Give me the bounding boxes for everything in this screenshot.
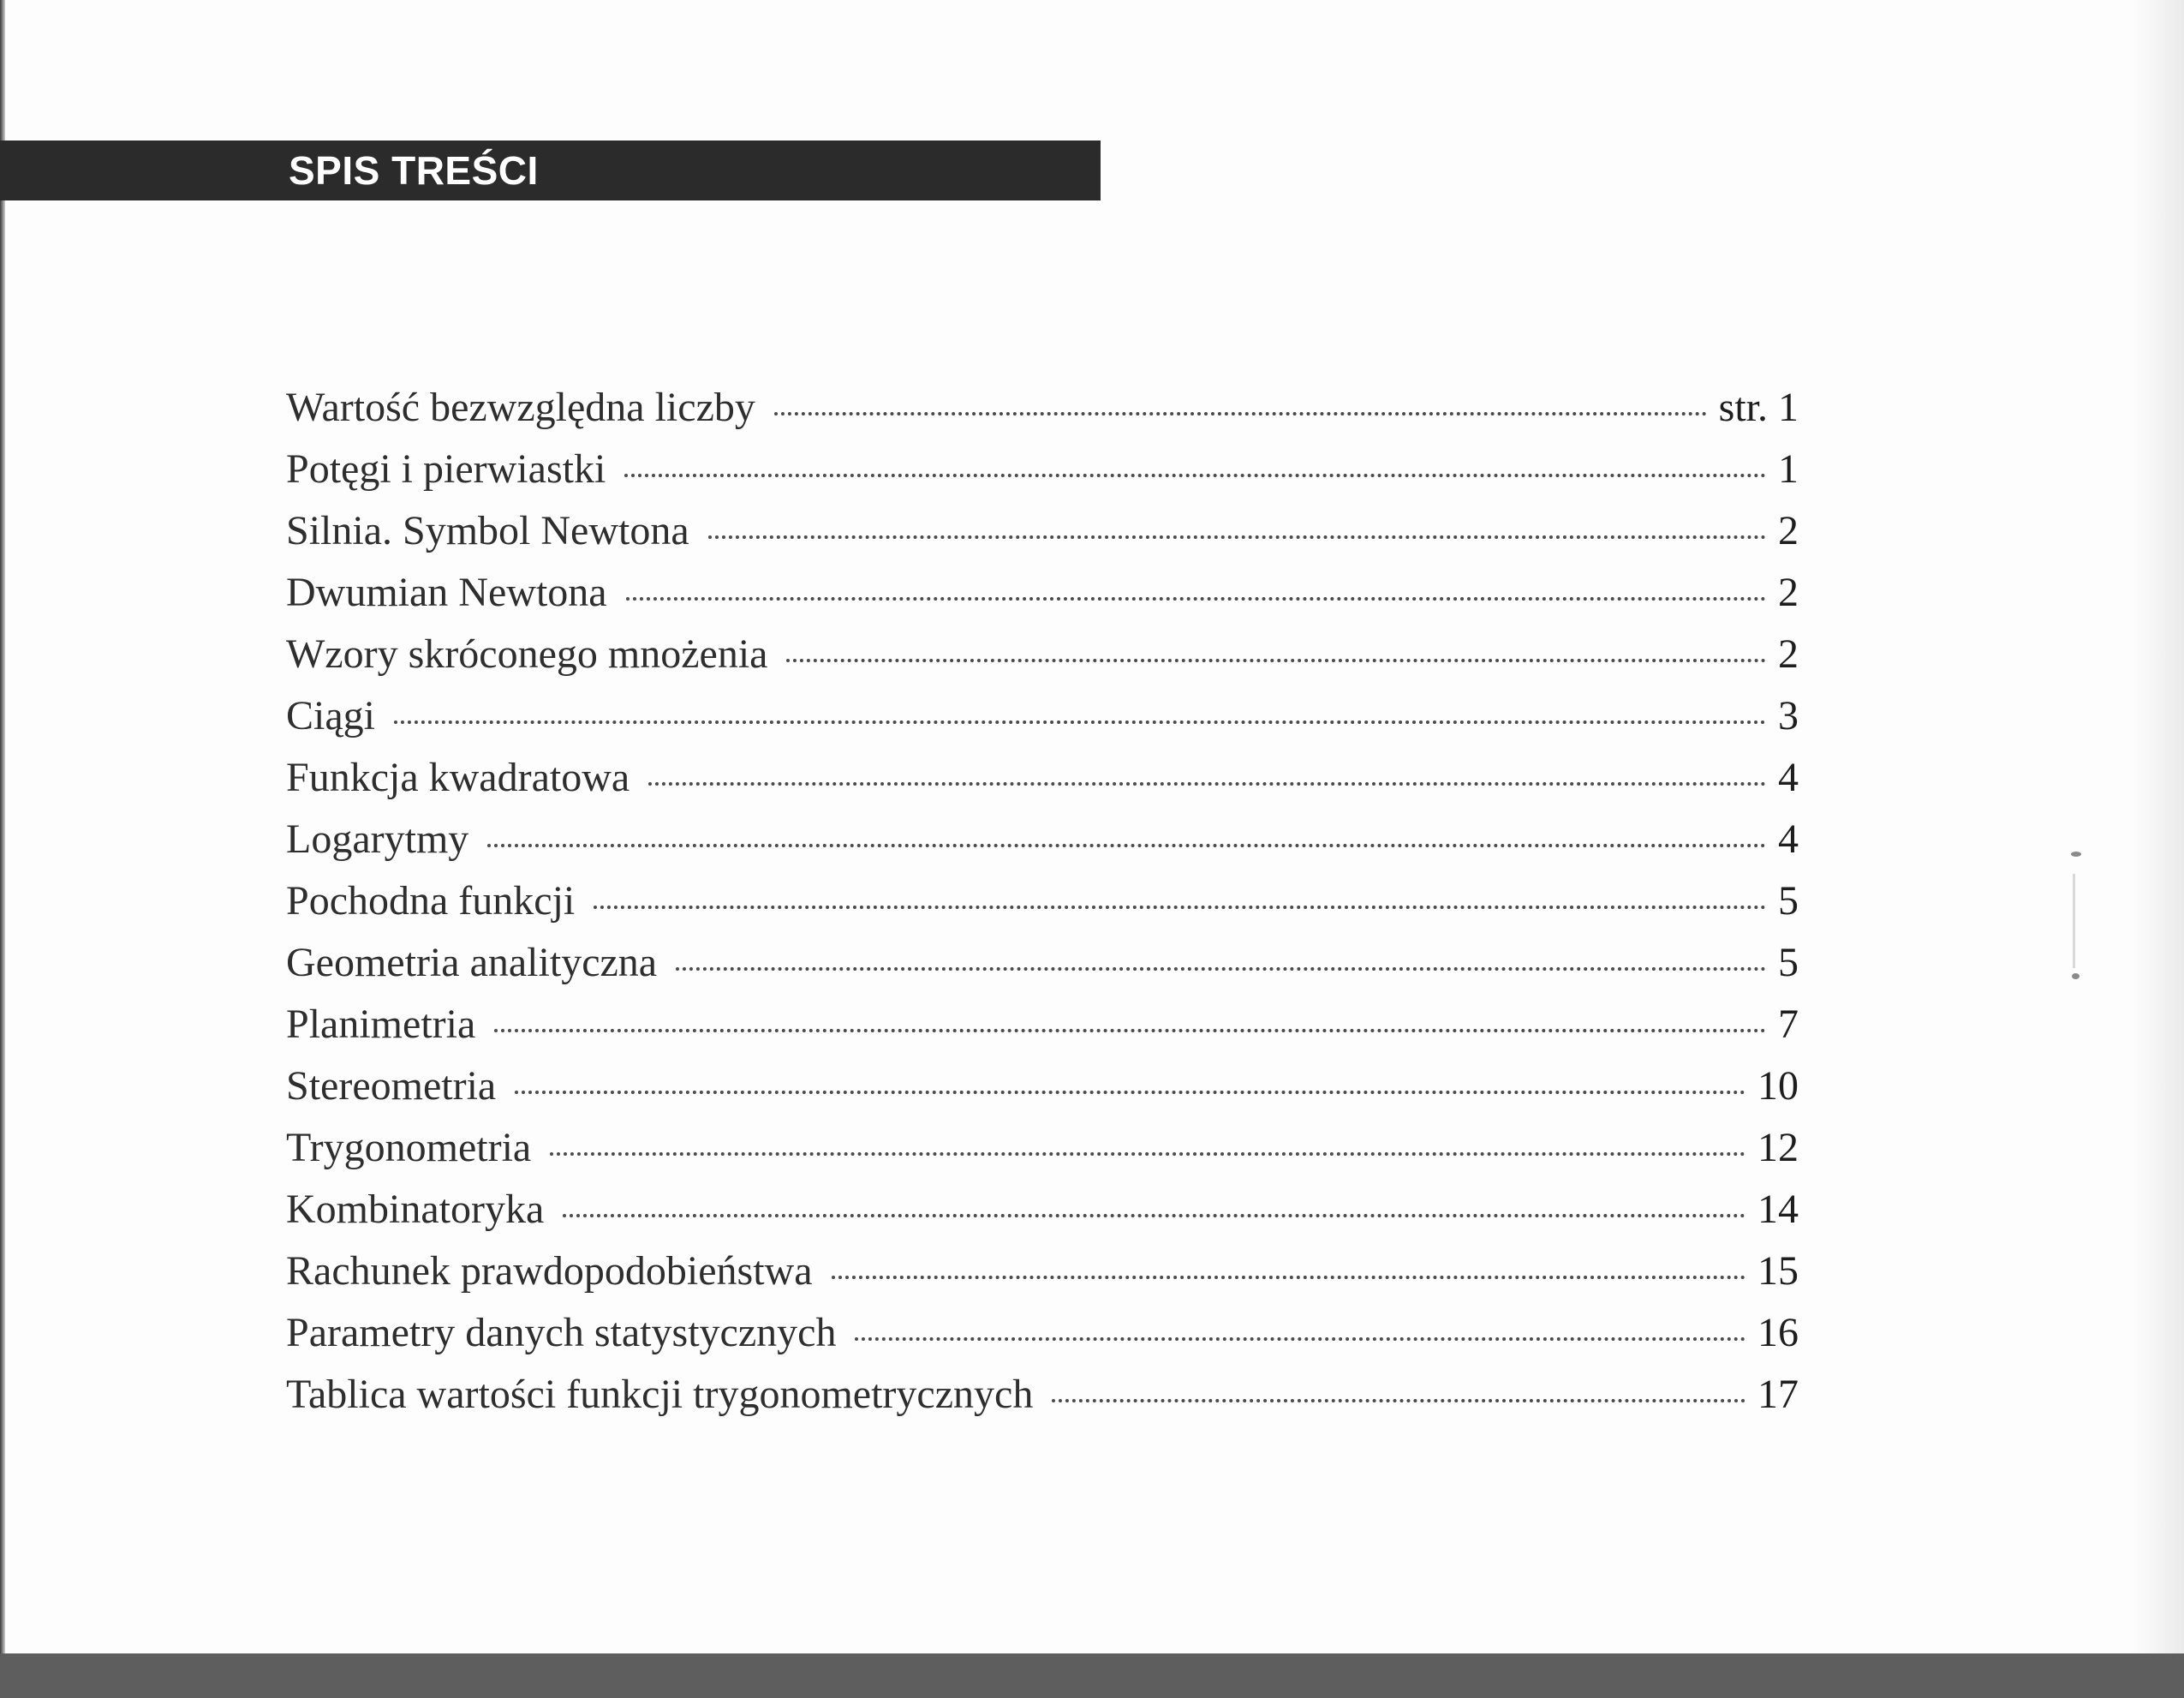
dot-leader [1052,1399,1745,1402]
dot-leader [855,1337,1745,1341]
dot-leader [494,1029,1766,1032]
scan-artifact-dot [2071,852,2081,857]
dot-leader [626,597,1766,601]
toc-entry-label: Trygonometria [286,1125,532,1170]
toc-entry-label: Dwumian Newtona [286,570,607,615]
toc-entry-page: 4 [1778,816,1799,862]
dot-leader [708,535,1766,539]
toc-entry-label: Potęgi i pierwiastki [286,446,606,492]
toc-entry-page: 5 [1778,878,1799,924]
toc-entry-combinatorics[interactable] [286,1186,1799,1247]
toc-entry-label: Wartość bezwzględna liczby [286,385,755,430]
dot-leader [676,967,1766,971]
toc-entry-label: Parametry danych statystycznych [286,1310,837,1355]
toc-entry-analytic-geometry[interactable] [286,939,1799,1001]
dot-leader [394,720,1766,724]
table-of-contents [286,384,1799,1432]
toc-entry-logarithms[interactable] [286,816,1799,877]
toc-entry-label: Logarytmy [286,816,469,862]
toc-entry-page: 5 [1778,940,1799,985]
toc-entry-label: Tablica wartości funkcji trygonometrycznych [286,1372,1034,1417]
toc-entry-absolute-value[interactable] [286,384,1799,445]
dot-leader [774,412,1707,416]
toc-entry-label: Rachunek prawdopodobieństwa [286,1248,813,1294]
toc-entry-label: Kombinatoryka [286,1187,545,1232]
toc-entry-label: Planimetria [286,1001,476,1047]
toc-entry-factorial-newton-symbol[interactable] [286,507,1799,569]
dot-leader [624,474,1766,477]
toc-entry-label: Silnia. Symbol Newtona [286,508,689,553]
toc-entry-page: 15 [1757,1248,1799,1294]
toc-entry-page: 16 [1757,1310,1799,1355]
toc-entry-trig-table[interactable] [286,1371,1799,1432]
scan-artifact-dot [2072,973,2080,979]
dot-leader [487,844,1766,847]
toc-entry-sequences[interactable] [286,692,1799,754]
toc-entry-probability[interactable] [286,1247,1799,1309]
toc-entry-derivative[interactable] [286,877,1799,939]
toc-entry-label: Wzory skróconego mnożenia [286,631,768,677]
toc-entry-short-multiplication[interactable] [286,631,1799,692]
toc-entry-page: 7 [1778,1001,1799,1047]
dot-leader [563,1214,1745,1217]
toc-entry-page: 14 [1757,1187,1799,1232]
toc-entry-quadratic-function[interactable] [286,754,1799,816]
toc-entry-label: Ciągi [286,693,375,738]
dot-leader [550,1152,1745,1156]
page-left-edge [0,0,5,1653]
toc-entry-label: Funkcja kwadratowa [286,755,630,800]
toc-entry-page: str. 1 [1718,385,1799,430]
dot-leader [832,1276,1745,1279]
dot-leader [594,906,1766,909]
toc-entry-planimetry[interactable] [286,1001,1799,1062]
toc-entry-binomial-theorem[interactable] [286,569,1799,631]
toc-entry-powers-roots[interactable] [286,445,1799,507]
scan-artifact-line [2073,874,2075,968]
toc-entry-label: Geometria analityczna [286,940,658,985]
toc-entry-page: 17 [1757,1372,1799,1417]
toc-entry-stereometry[interactable] [286,1062,1799,1124]
dot-leader [648,782,1766,786]
toc-entry-page: 4 [1778,755,1799,800]
toc-entry-page: 1 [1778,446,1799,492]
toc-entry-label: Pochodna funkcji [286,878,576,924]
bottom-scan-band [0,1653,2184,1698]
dot-leader [786,659,1766,662]
toc-entry-label: Stereometria [286,1063,497,1109]
toc-entry-page: 2 [1778,570,1799,615]
toc-entry-page: 2 [1778,508,1799,553]
page-title: SPIS TREŚCI [289,148,539,193]
toc-entry-page: 10 [1757,1063,1799,1109]
toc-entry-trigonometry[interactable] [286,1124,1799,1186]
toc-entry-page: 12 [1757,1125,1799,1170]
toc-entry-statistics[interactable] [286,1309,1799,1371]
dot-leader [515,1091,1745,1094]
page-right-shadow [2133,0,2184,1653]
toc-entry-page: 2 [1778,631,1799,677]
toc-entry-page: 3 [1778,693,1799,738]
title-bar [0,141,1101,200]
